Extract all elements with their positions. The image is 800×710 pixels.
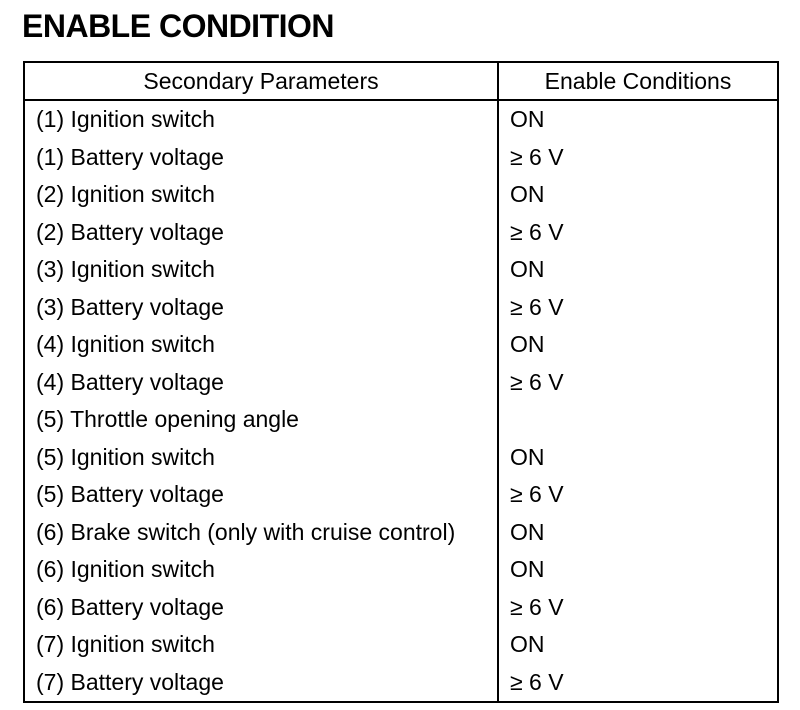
condition-cell: ≥ 6 V [510,293,564,320]
condition-cell: ON [510,443,545,470]
parameter-cell: (5) Ignition switch [24,439,498,477]
table-row [24,176,778,214]
condition-cell: ON [510,556,545,583]
table-row [24,289,778,327]
condition-cell: ≥ 6 V [510,143,564,170]
condition-cell: ≥ 6 V [510,218,564,245]
parameter-cell: (4) Ignition switch [24,326,498,364]
condition-cell: ≥ 6 V [510,481,564,508]
condition-cell: ≥ 6 V [510,368,564,395]
condition-cell [498,401,778,439]
table-row [24,139,778,177]
column-header-enable-conditions: Enable Conditions [498,62,778,100]
table-row [24,326,778,364]
parameter-cell: (5) Battery voltage [24,476,498,514]
condition-cell: ≥ 6 V [510,593,564,620]
condition-cell: ON [510,106,545,133]
table-row [24,214,778,252]
parameter-cell: (7) Battery voltage [24,664,498,703]
table-row [24,514,778,552]
parameter-cell: (7) Ignition switch [24,626,498,664]
parameter-cell: (5) Throttle opening angle [24,401,498,439]
parameter-cell: (3) Battery voltage [24,289,498,327]
parameter-cell: (3) Ignition switch [24,251,498,289]
condition-cell: ≥ 6 V [510,668,564,695]
parameter-cell: (2) Battery voltage [24,214,498,252]
condition-cell: ON [510,331,545,358]
condition-cell: ON [510,256,545,283]
table-row [24,626,778,664]
table-row [24,364,778,402]
parameter-cell: (2) Ignition switch [24,176,498,214]
parameter-cell: (6) Ignition switch [24,551,498,589]
condition-cell: ON [510,518,545,545]
table-row [24,401,778,439]
table-row [24,664,778,703]
table-row [24,439,778,477]
column-header-secondary-parameters: Secondary Parameters [24,62,498,100]
table-row [24,551,778,589]
page-title: ENABLE CONDITION [22,8,334,44]
condition-cell: ON [510,631,545,658]
parameter-cell: (4) Battery voltage [24,364,498,402]
condition-cell: ON [510,181,545,208]
parameter-cell: (6) Brake switch (only with cruise control) [24,514,498,552]
parameter-cell: (6) Battery voltage [24,589,498,627]
table-row [24,589,778,627]
table-row [24,251,778,289]
enable-condition-table [23,61,779,703]
parameter-cell: (1) Ignition switch [24,100,498,139]
table-row [24,476,778,514]
table-row [24,100,778,139]
parameter-cell: (1) Battery voltage [24,139,498,177]
table-header-row [24,62,778,100]
